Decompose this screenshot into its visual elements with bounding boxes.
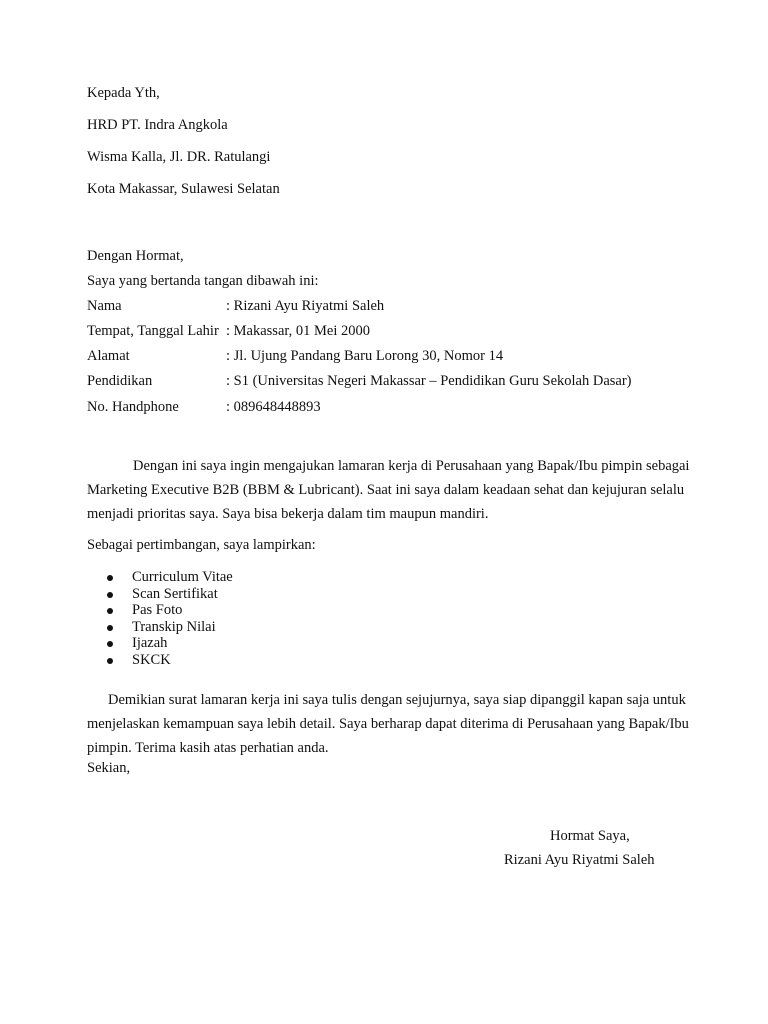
paragraph-line: menjadi prioritas saya. Saya bisa bekerja dalam tim maupun mandiri. — [87, 506, 489, 522]
list-item — [87, 652, 233, 669]
paragraph-line: Marketing Executive B2B (BBM & Lubricant). Saat ini saya dalam keadaan sehat dan kejujuran selalu — [87, 482, 685, 498]
detail-value: : 089648448893 — [226, 399, 321, 415]
list-item — [87, 635, 233, 652]
detail-label: Alamat — [87, 348, 130, 364]
bullet-icon — [107, 575, 113, 581]
detail-value: : S1 (Universitas Negeri Makassar – Pendidikan Guru Sekolah Dasar) — [226, 373, 632, 389]
detail-value: : Makassar, 01 Mei 2000 — [226, 323, 370, 339]
bullet-icon — [107, 608, 113, 614]
detail-value: : Rizani Ayu Riyatmi Saleh — [226, 298, 385, 314]
detail-label: Nama — [87, 298, 122, 314]
list-item-label: Scan Sertifikat — [132, 585, 218, 602]
closing: Sekian, — [87, 760, 131, 776]
detail-label: Tempat, Tanggal Lahir — [87, 323, 219, 339]
list-item — [87, 569, 233, 586]
signature-name: Rizani Ayu Riyatmi Saleh — [504, 852, 655, 868]
list-item — [87, 586, 233, 603]
list-item-label: Ijazah — [132, 635, 168, 651]
bullet-icon — [107, 658, 113, 664]
list-item-label: SKCK — [132, 651, 171, 668]
list-item-label: Pas Foto — [132, 602, 183, 618]
list-item-label: Transkip Nilai — [132, 618, 216, 635]
intro-line: Saya yang bertanda tangan dibawah ini: — [87, 273, 319, 289]
signature-salutation: Hormat Saya, — [550, 828, 630, 844]
recipient-line-1: Kepada Yth, — [87, 85, 160, 101]
greeting: Dengan Hormat, — [87, 248, 184, 264]
recipient-address: Wisma Kalla, Jl. DR. Ratulangi — [87, 149, 271, 165]
paragraph-line: Dengan ini saya ingin mengajukan lamaran kerja di Perusahaan yang Bapak/Ibu pimpin sebagai — [133, 458, 690, 474]
recipient-company: HRD PT. Indra Angkola — [87, 117, 228, 133]
body-paragraph-2 — [87, 688, 689, 760]
attachments-intro: Sebagai pertimbangan, saya lampirkan: — [87, 537, 316, 553]
paragraph-line: menjelaskan kemampuan saya lebih detail. Saya berharap dapat diterima di Perusahaan yang Bapak/Ibu — [87, 716, 689, 732]
list-item-label: Curriculum Vitae — [132, 569, 233, 585]
detail-value: : Jl. Ujung Pandang Baru Lorong 30, Nomor 14 — [226, 348, 504, 364]
detail-label: Pendidikan — [87, 373, 153, 389]
recipient-city: Kota Makassar, Sulawesi Selatan — [87, 181, 280, 197]
bullet-icon — [107, 625, 113, 631]
paragraph-line: Demikian surat lamaran kerja ini saya tulis dengan sejujurnya, saya siap dipanggil kapan saja untuk — [108, 692, 686, 708]
paragraph-line: pimpin. Terima kasih atas perhatian anda. — [87, 740, 329, 756]
list-item — [87, 602, 233, 619]
detail-label: No. Handphone — [87, 399, 179, 415]
attachments-list — [87, 569, 233, 668]
list-item — [87, 619, 233, 636]
bullet-icon — [107, 592, 113, 598]
bullet-icon — [107, 641, 113, 647]
body-paragraph-1 — [87, 454, 690, 526]
